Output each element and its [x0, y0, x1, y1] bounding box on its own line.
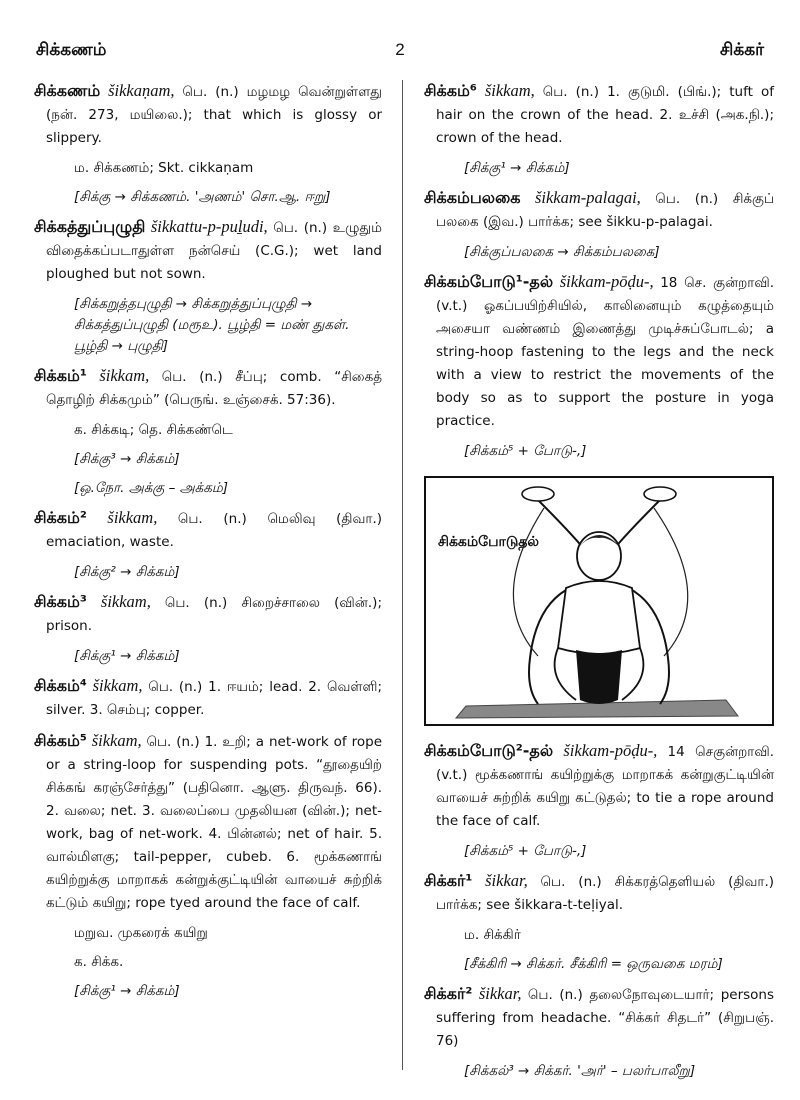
dictionary-entry — [34, 591, 382, 637]
entry-transliteration: šikkam, — [100, 592, 151, 611]
entry-cognates: ம. சிக்கணம்; Skt. cikkaṇam — [74, 160, 254, 176]
entry-definition: பெ. (n.) மெலிவு (திவா.) emaciation, waste. — [46, 511, 383, 550]
dictionary-entry — [34, 730, 382, 914]
dictionary-entry — [34, 675, 382, 721]
entry-etymology: [சிக்கு → சிக்கணம். 'அணம்' சொ.ஆ. ஈறு] — [74, 189, 331, 205]
entry-etymology: [சிக்கு¹ → சிக்கம்] — [74, 983, 180, 999]
yoga-posture-illustration — [424, 476, 774, 726]
entry-headword: சிக்கம்போடு²-தல் — [424, 741, 554, 760]
entry-transliteration: šikkar, — [478, 984, 522, 1003]
column-divider — [402, 80, 403, 1070]
entry-definition: பெ. (n.) மழமழ வென்றுள்ளது (நன். 273, மயிலை.); that which is glossy or slippery. — [46, 84, 383, 146]
entry-headword: சிக்கம்² — [34, 508, 87, 527]
entry-definition: பெ. (n.) 1. குடுமி. (பிங்.); tuft of hair on the crown of the head. 2. உச்சி (அக.நி.); crown of the head. — [436, 84, 775, 146]
entry-etymology: [சிக்கம்⁵ + போடு-,] — [464, 843, 587, 859]
entry-headword: சிக்கம்பலகை — [424, 188, 521, 207]
entry-definition: பெ. (n.) சிக்குப் பலகை (இவ.) பார்க்க; see šikku-p-palagai. — [436, 191, 775, 230]
page-header — [36, 40, 764, 64]
header-last-headword: சிக்கர் — [720, 40, 764, 60]
entry-definition: பெ. (n.) 1. ஈயம்; lead. 2. வெள்ளி; silver. 3. செம்பு; copper. — [46, 679, 383, 718]
entry-headword: சிக்கர்² — [424, 984, 473, 1003]
entry-etymology: [சிக்கறுத்தபுழுதி → சிக்கறுத்துப்புழுதி → சிக்கத்துப்புழுதி (மரூஉ). பூழ்தி = மண் துகள். பூழ்தி → புழுதி] — [74, 296, 350, 354]
dictionary-entry — [424, 983, 774, 1052]
entry-etymology: [சிக்கு² → சிக்கம்] — [74, 564, 180, 580]
entry-etymology: [சிக்குப்பலகை → சிக்கம்பலகை] — [464, 244, 660, 260]
entry-transliteration: šikkam, — [484, 81, 535, 100]
dictionary-entry — [424, 870, 774, 916]
entry-headword: சிக்கம்⁵ — [34, 731, 87, 750]
entry-etymology: [சீக்கிரி → சிக்கர். சீக்கிரி = ஒருவகை மரம்] — [464, 956, 723, 972]
entry-etymology: [சிக்கம்⁵ + போடு-,] — [464, 443, 587, 459]
entry-cognates: க. சிக்கடி; தெ. சிக்கண்டெ — [74, 422, 233, 438]
entry-transliteration: šikkattu-p-puḻudi, — [150, 217, 268, 236]
dictionary-entry — [34, 216, 382, 285]
entry-definition: பெ. (n.) சிக்கரத்தெளியல் (திவா.) பார்க்க; see šikkara-t-teḷiyal. — [436, 874, 775, 913]
dictionary-entry — [34, 365, 382, 411]
entry-transliteration: šikkaṇam, — [108, 81, 175, 100]
entry-headword: சிக்கம்⁶ — [424, 81, 477, 100]
entry-headword: சிக்கத்துப்புழுதி — [34, 217, 146, 236]
yoga-figure-drawing — [426, 478, 772, 724]
entry-definition: பெ. (n.) 1. உறி; a net-work of rope or a string-loop for suspending pots. “தூதையிற் சிக்கங் கரஞ்சேர்த்து” (பதினொ. ஆளு. திருவந். 66). 2. வலை; net. 3. வலைப்பை முதலியன (வின்.); net-work, bag of net-work. 4. பின்னல்; net of hair. 5. வால்மிளகு; tail-pepper, cubeb. 6. மூக்கணாங் கயிற்றுக்கு மாறாகக் கன்றுக்குட்டியின் வாயைச் சுற்றிக் கட்டும் கயிறு; rope tyed around the face of calf. — [46, 734, 383, 911]
entry-cognates: ம. சிக்கிர் — [464, 927, 521, 943]
illustration-label: சிக்கம்போடுதல் — [438, 534, 540, 550]
dictionary-entry — [424, 740, 774, 832]
entry-headword: சிக்கம்⁴ — [34, 676, 87, 695]
entry-definition: பெ. (n.) சீப்பு; comb. “சிகைத் தொழிற் சிக்கமும்” (பெருங். உஞ்சைக். 57:36). — [46, 369, 383, 408]
entry-etymology: [சிக்கு³ → சிக்கம்] — [74, 451, 180, 467]
dictionary-entry — [34, 80, 382, 149]
entry-transliteration: šikkar, — [485, 871, 528, 890]
entry-synonym: மறுவ. முகரைக் கயிறு — [74, 925, 208, 941]
dictionary-entry — [424, 187, 774, 233]
left-column — [34, 80, 382, 1010]
entry-definition: பெ. (n.) தலைநோவுடையார்; persons suffering from headache. “சிக்கர் சிதடர்” (சிறுபஞ். 76) — [436, 987, 775, 1049]
entry-cognates: க. சிக்க. — [74, 954, 124, 970]
entry-definition: 18 செ. குன்றாவி. (v.t.) ஓகப்பயிற்சியில், காலினையும் கழுத்தையும் அசையா வண்ணம் இணைத்து முடிச்சுப்போடல்; a string-hoop fastening to the legs and the neck with a view to restrict the movements of the body so as to support the posture in yoga practice. — [436, 275, 775, 429]
entry-transliteration: šikkam-pōḍu-, — [563, 741, 658, 760]
entry-transliteration: šikkam, — [92, 676, 143, 695]
entry-etymology: [சிக்கு¹ → சிக்கம்] — [464, 160, 570, 176]
entry-headword: சிக்கம்³ — [34, 592, 87, 611]
entry-headword: சிக்கம்¹ — [34, 366, 87, 385]
entry-etymology: [சிக்கு¹ → சிக்கம்] — [74, 648, 180, 664]
dictionary-entry — [34, 507, 382, 553]
entry-transliteration: šikkam, — [91, 731, 142, 750]
dictionary-entry — [424, 80, 774, 149]
entry-transliteration: šikkam-pōḍu-, — [559, 272, 654, 291]
entry-definition: 14 செகுன்றாவி. (v.t.) மூக்கணாங் கயிற்றுக்கு மாறாகக் கன்றுகுட்டியின் வாயைச் சுற்றிக் கயிறு கட்டுதல்; to tie a rope around the face of calf. — [436, 744, 775, 829]
entry-transliteration: šikkam, — [99, 366, 150, 385]
page-number: 2 — [395, 40, 405, 59]
entry-definition: பெ. (n.) உழுதும் விதைக்கப்படாதுள்ள நன்செய் (C.G.); wet land ploughed but not sown. — [46, 220, 383, 282]
entry-definition: பெ. (n.) சிறைச்சாலை (வின்.); prison. — [46, 595, 382, 634]
entry-headword: சிக்கணம் — [34, 81, 101, 100]
header-first-headword: சிக்கணம் — [36, 40, 107, 60]
entry-headword: சிக்கம்போடு¹-தல் — [424, 272, 554, 291]
entry-transliteration: šikkam, — [107, 508, 158, 527]
dictionary-entry — [424, 271, 774, 432]
entry-etymology: [சிக்கல்³ → சிக்கர். 'அர்' – பலர்பாலீறு] — [464, 1063, 696, 1079]
entry-etymology: [ஒ.நோ. அக்கு – அக்கம்] — [74, 480, 229, 496]
entry-transliteration: šikkam-palagai, — [534, 188, 641, 207]
entry-headword: சிக்கர்¹ — [424, 871, 473, 890]
right-column — [424, 80, 774, 1090]
